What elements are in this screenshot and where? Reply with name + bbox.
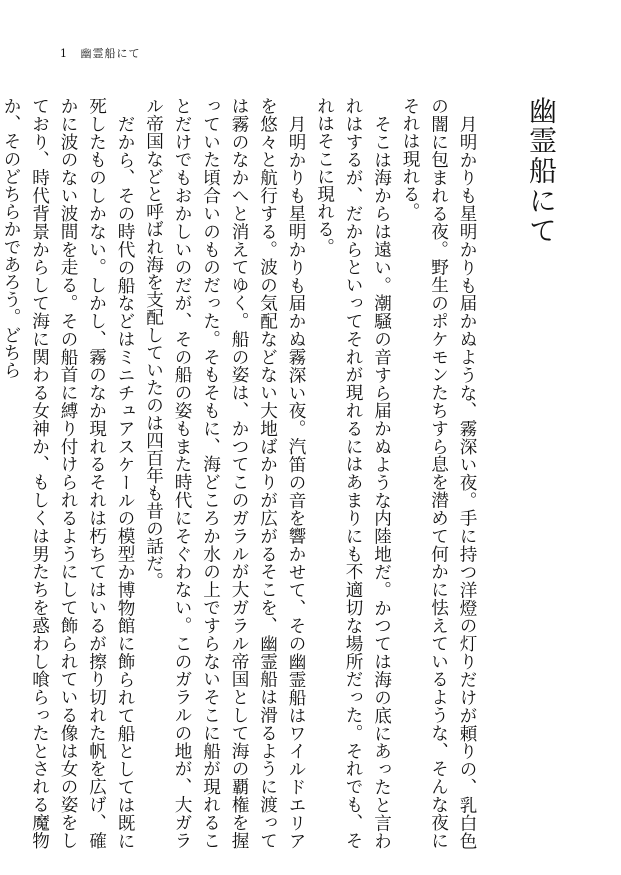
paragraph: そこは海からは遠い。潮騒の音すら届かぬような内陸地だ。かつては海の底にあったと言われはするが、だからといってそれが現れるにはあまりにも不適切な場所だった。それでも、それはそこに現れる。	[314, 97, 392, 849]
chapter-title: 幽霊船にて	[525, 96, 558, 246]
running-head-title: 幽霊船にて	[80, 47, 141, 60]
paragraph: だから、その時代の船などはミニチュアスケールの模型か博物館に飾られて船としては既に死したものしかない。しかし、霧のなか現れるそれは朽ちてはいるが擦り切れた帆を広げ、確かに波のない波間を走る。その船首に縛り付けられるようにして飾られている像は女の姿をしており、時代背景からして海に関わる女神か、もしくは男たちを惑わし喰らったとされる魔物か、そのどちらかであろう。どちら	[1, 97, 135, 849]
paragraph: 月明かりも星明かりも届かぬ霧深い夜。汽笛の音を響かせて、その幽霊船はワイルドエリアを悠々と航行する。波の気配などない大地ばかりが広がるそこを、幽霊船は滑るように渡っては霧のなかへと消えてゆく。船の姿は、かつてこのガラルが大ガラル帝国として海の覇権を握っていた頃合いのものだった。そもそもに、海どころか水の上ですらないそこに船が現れることだけでもおかしいのだが、その船の姿もまた時代にそぐわない。このガラルの地が、大ガラル帝国などと呼ばれ海を支配していたのは四百年も昔の話だ。	[143, 97, 306, 849]
body-text	[0, 97, 481, 849]
paragraph: 月明かりも星明かりも届かぬような、霧深い夜。手に持つ洋燈の灯りだけが頼りの、乳白色の闇に包まれる夜。野生のポケモンたちすら息を潜めて何かに怯えているような、そんな夜にそれは現れる。	[400, 97, 477, 849]
running-head	[60, 45, 141, 61]
page-number: 1	[60, 47, 68, 60]
